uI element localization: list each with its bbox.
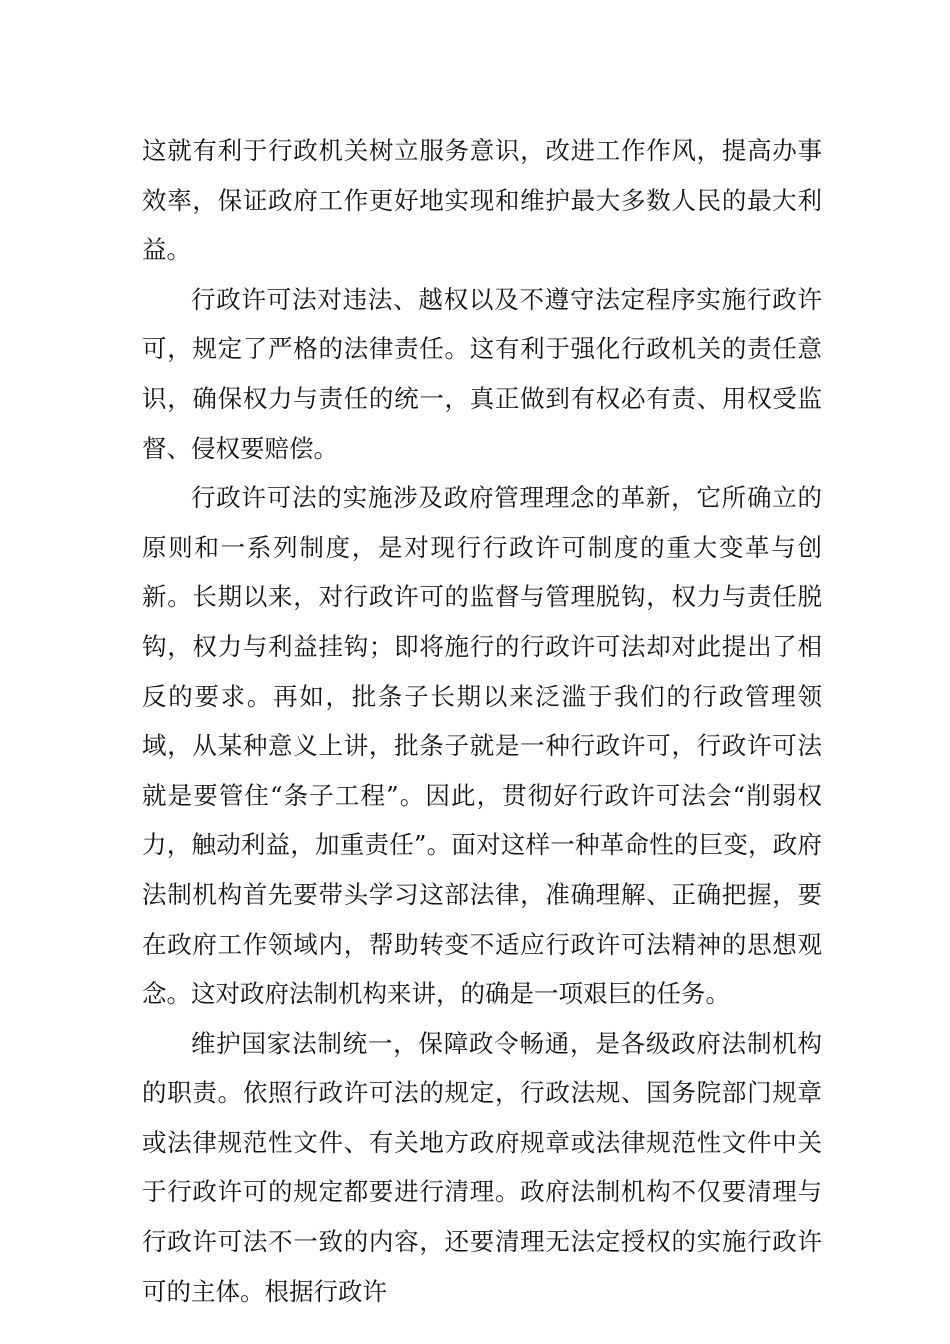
paragraph-legal-liability: 行政许可法对违法、越权以及不遵守法定程序实施行政许可，规定了严格的法律责任。这有利于强化行政机关的责任意识，确保权力与责任的统一，真正做到有权必有责、用权受监督、侵权要赔偿。 (142, 284, 822, 463)
paragraph-legal-unity: 维护国家法制统一，保障政令畅通，是各级政府法制机构的职责。依照行政许可法的规定，行政法规、国务院部门规章或法律规范性文件、有关地方政府规章或法律规范性文件中关于行政许可的规定都要进行清理。政府法制机构不仅要清理与行政许可法不一致的内容，还要清理无法定授权的实施行政许可的主体。根据行政许 (142, 1028, 822, 1306)
document-body (142, 126, 822, 1316)
paragraph-management-reform: 行政许可法的实施涉及政府管理理念的革新，它所确立的原则和一系列制度，是对现行行政许可制度的重大变革与创新。长期以来，对行政许可的监督与管理脱钩，权力与责任脱钩，权力与利益挂钩；即将施行的行政许可法却对此提出了相反的要求。再如，批条子长期以来泛滥于我们的行政管理领域，从某种意义上讲，批条子就是一种行政许可，行政许可法就是要管住“条子工程”。因此，贯彻好行政许可法会“削弱权力，触动利益，加重责任”。面对这样一种革命性的巨变，政府法制机构首先要带头学习这部法律，准确理解、正确把握，要在政府工作领域内，帮助转变不适应行政许可法精神的思想观念。这对政府法制机构来讲，的确是一项艰巨的任务。 (142, 483, 822, 1009)
paragraph-continuation: 这就有利于行政机关树立服务意识，改进工作作风，提高办事效率，保证政府工作更好地实现和维护最大多数人民的最大利益。 (142, 136, 822, 265)
